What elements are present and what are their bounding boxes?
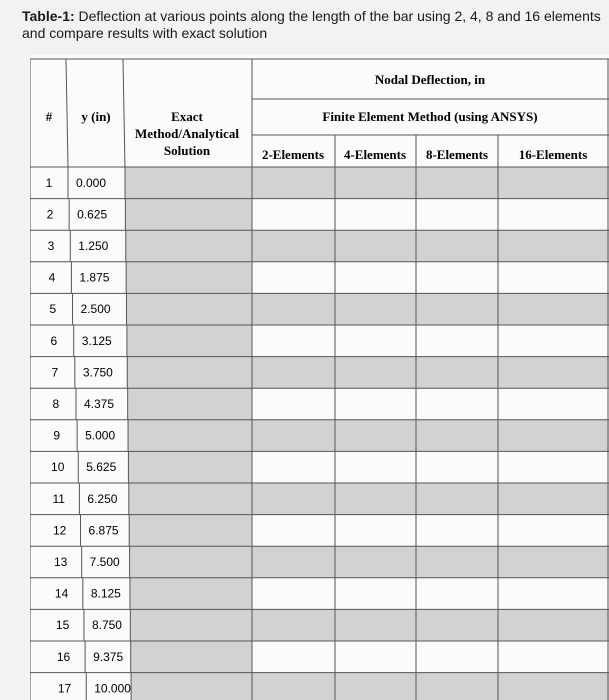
table-grid (30, 55, 609, 700)
col-element-header: 8-Elements (425, 147, 489, 162)
fem-cell (416, 673, 498, 700)
fem-cell (416, 167, 498, 199)
exact-cell (128, 420, 252, 452)
fem-cell (416, 230, 498, 262)
fem-cell (252, 641, 335, 673)
exact-cell (126, 230, 252, 262)
row-index: 11 (52, 491, 65, 506)
exact-cell (129, 515, 252, 547)
fem-cell (498, 167, 609, 199)
fem-cell (252, 578, 335, 610)
caption-label: Table-1: (22, 8, 75, 24)
fem-cell (416, 262, 498, 294)
fem-cell (498, 483, 609, 515)
row-index: 7 (51, 365, 59, 380)
fem-cell (498, 199, 609, 231)
row-y-value: 8.750 (91, 618, 122, 633)
group-header: Nodal Deflection, in (374, 72, 486, 87)
row-y-value: 5.625 (86, 460, 117, 475)
fem-cell (335, 609, 416, 641)
row-index: 9 (53, 428, 61, 443)
fem-cell (498, 357, 609, 389)
fem-cell (252, 483, 335, 515)
exact-cell (125, 199, 252, 231)
fem-cell (335, 673, 416, 700)
fem-cell (335, 578, 416, 610)
fem-cell (498, 451, 609, 483)
fem-cell (252, 262, 335, 294)
row-index: 14 (54, 586, 69, 601)
fem-cell (416, 357, 498, 389)
row-y-value: 6.250 (87, 491, 118, 506)
fem-cell (335, 230, 416, 262)
row-index: 6 (50, 333, 58, 348)
row-y-value: 0.625 (77, 207, 108, 222)
exact-cell (131, 641, 252, 673)
fem-cell (252, 515, 335, 547)
fem-cell (498, 293, 609, 325)
row-y-value: 1.875 (79, 270, 110, 285)
exact-cell (129, 483, 252, 515)
exact-cell (130, 546, 252, 578)
fem-cell (416, 420, 498, 452)
fem-cell (335, 293, 416, 325)
col-exact-header: Solution (163, 143, 211, 158)
row-index: 3 (47, 239, 55, 253)
col-divider (66, 59, 68, 167)
fem-cell (252, 199, 335, 231)
fem-cell (416, 546, 498, 578)
col-element-header: 4-Elements (343, 147, 407, 162)
fem-cell (335, 325, 416, 357)
row-y-value: 4.375 (83, 397, 115, 411)
row-index: 12 (52, 523, 67, 538)
fem-cell (335, 483, 416, 515)
fem-cell (416, 293, 498, 325)
fem-cell (498, 609, 609, 641)
fem-cell (335, 515, 416, 547)
caption-text: Deflection at various points along the length of the bar using 2, 4, 8 and 16 elements and compare results with exact solution (22, 8, 601, 41)
fem-cell (335, 546, 416, 578)
table-caption (22, 8, 602, 42)
col-y-header: y (in) (81, 109, 111, 124)
row-y-value: 8.125 (90, 586, 121, 601)
fem-cell (498, 262, 609, 294)
row-y-value: 6.875 (88, 523, 119, 538)
exact-cell (128, 388, 252, 420)
row-index: 4 (48, 270, 56, 285)
exact-cell (130, 609, 252, 641)
row-y-value: 1.250 (78, 239, 109, 253)
col-element-header: 16-Elements (518, 147, 588, 162)
fem-cell (252, 609, 335, 641)
fem-cell (252, 388, 335, 420)
fem-cell (335, 167, 416, 199)
row-index: 15 (55, 618, 70, 633)
exact-cell (126, 262, 252, 294)
row-index: 16 (56, 649, 71, 664)
exact-cell (127, 293, 252, 325)
exact-cell (131, 673, 252, 700)
fem-cell (335, 641, 416, 673)
col-exact-header: Exact (171, 109, 203, 124)
fem-cell (252, 293, 335, 325)
row-y-value: 3.125 (81, 333, 112, 348)
fem-cell (252, 420, 335, 452)
fem-cell (498, 515, 609, 547)
fem-cell (416, 199, 498, 231)
row-index: 17 (57, 681, 72, 696)
fem-cell (416, 578, 498, 610)
fem-cell (498, 546, 609, 578)
fem-cell (416, 325, 498, 357)
fem-cell (335, 199, 416, 231)
exact-cell (130, 578, 252, 610)
fem-cell (335, 262, 416, 294)
fem-cell (252, 325, 335, 357)
fem-cell (416, 515, 498, 547)
fem-cell (335, 451, 416, 483)
exact-cell (127, 325, 252, 357)
fem-cell (416, 609, 498, 641)
exact-cell (127, 357, 252, 389)
fem-cell (252, 451, 335, 483)
fem-cell (335, 420, 416, 452)
fem-subheader: Finite Element Method (using ANSYS) (322, 109, 538, 124)
col-divider (123, 59, 125, 167)
row-index: 10 (51, 460, 65, 475)
row-y-value: 0.000 (76, 175, 107, 190)
fem-cell (416, 483, 498, 515)
row-y-value: 7.500 (89, 555, 120, 569)
col-element-header: 2-Elements (261, 147, 325, 162)
row-y-value: 5.000 (85, 428, 116, 443)
row-index: 2 (46, 207, 54, 222)
fem-cell (416, 451, 498, 483)
fem-cell (252, 167, 335, 199)
fem-cell (498, 420, 609, 452)
col-index-header: # (45, 109, 53, 124)
fem-cell (416, 641, 498, 673)
exact-cell (128, 451, 252, 483)
fem-cell (498, 641, 609, 673)
fem-cell (252, 230, 335, 262)
row-index: 5 (49, 302, 57, 317)
fem-cell (498, 325, 609, 357)
fem-cell (252, 546, 335, 578)
row-y-value: 10.000 (94, 681, 131, 696)
fem-cell (498, 388, 609, 420)
row-y-value: 2.500 (80, 302, 111, 317)
fem-cell (498, 578, 609, 610)
fem-cell (252, 673, 335, 700)
row-index: 8 (52, 397, 60, 411)
deflection-table (30, 55, 609, 700)
row-index: 13 (53, 555, 68, 569)
row-y-value: 9.375 (93, 649, 124, 664)
fem-cell (498, 673, 609, 700)
row-y-value: 3.750 (82, 365, 113, 380)
row-index: 1 (45, 175, 53, 190)
fem-cell (252, 357, 335, 389)
col-exact-header: Method/Analytical (135, 126, 239, 141)
exact-cell (125, 167, 252, 199)
fem-cell (498, 230, 609, 262)
fem-cell (335, 357, 416, 389)
fem-cell (335, 388, 416, 420)
fem-cell (416, 388, 498, 420)
